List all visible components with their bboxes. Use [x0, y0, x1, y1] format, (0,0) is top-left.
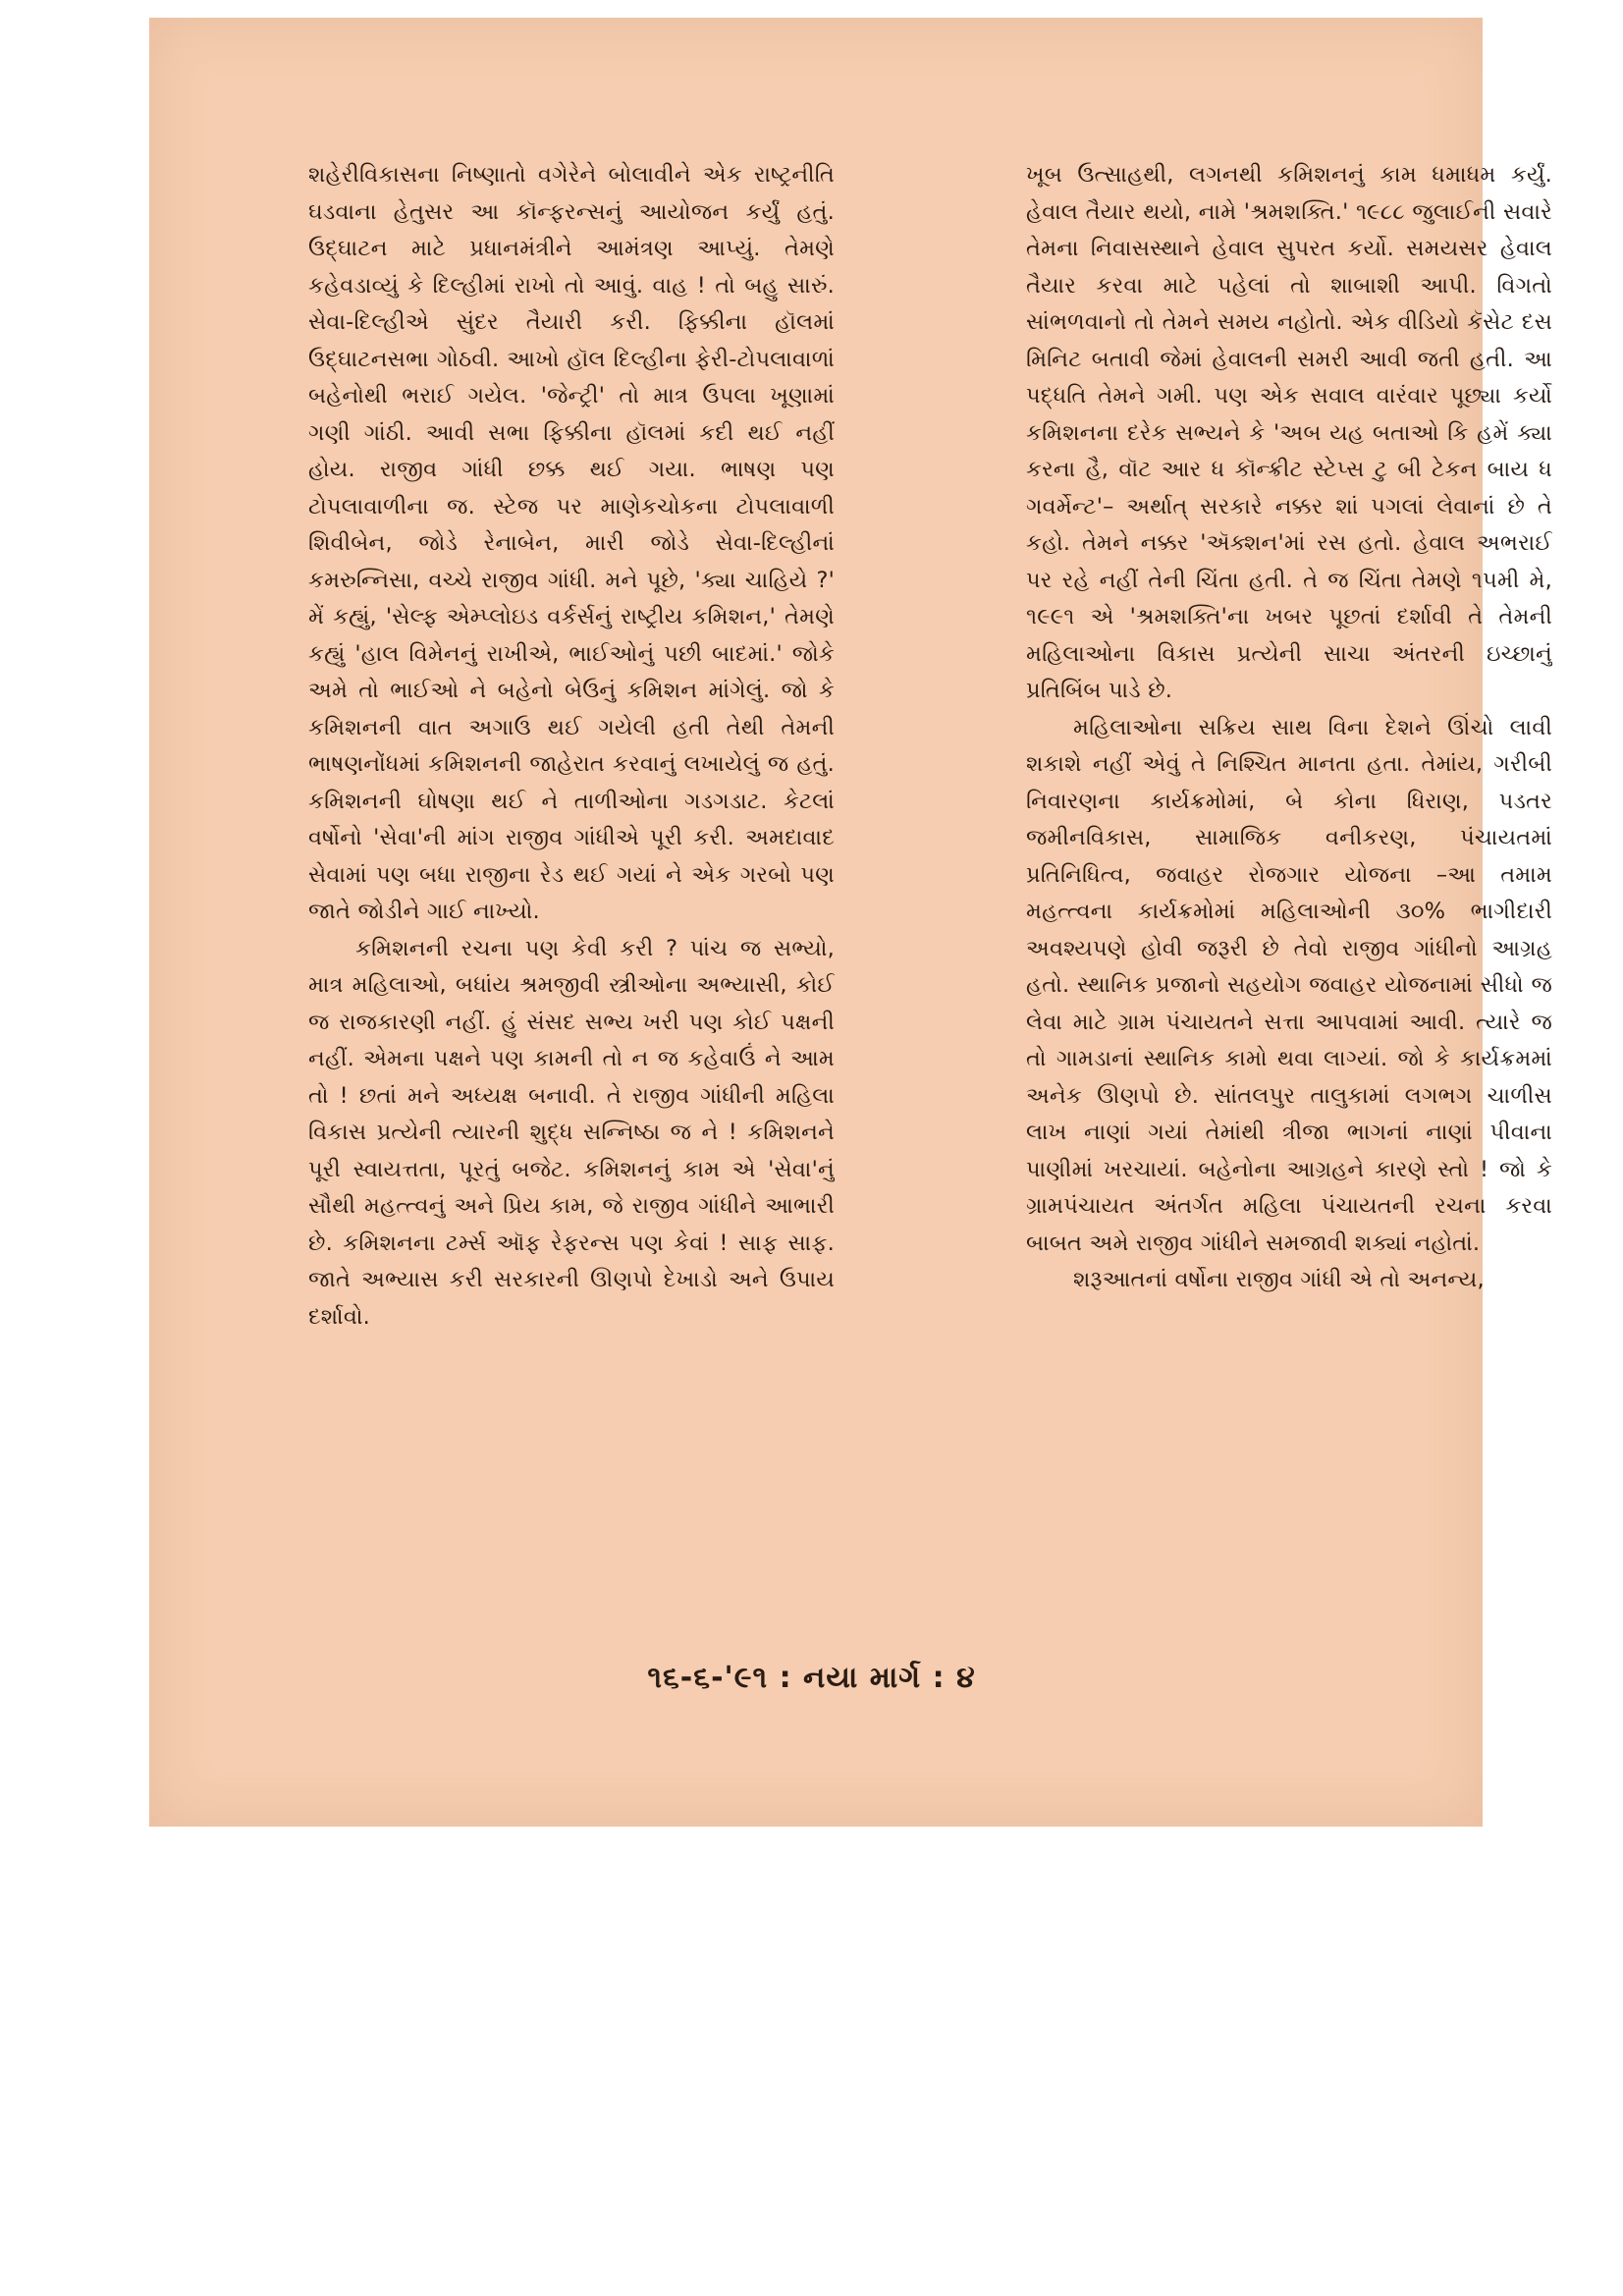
article-column-left [308, 157, 835, 1630]
page-footer: ૧૬-૬-'૯૧ : નયા માર્ગ : ૪ [647, 1661, 976, 1695]
article-paragraph: ખૂબ ઉત્સાહથી, લગનથી કમિશનનું કામ ધમાધમ કર્યું. હેવાલ તૈયાર થયો, નામે 'શ્રમશક્તિ.' ૧૯૮૮ જુલાઈની સવારે તેમના નિવાસસ્થાને હેવાલ સુપરત કર્યો. સમયસર હેવાલ તૈયાર કરવા માટે પહેલાં તો શાબાશી આપી. વિગતો સાંભળવાનો તો તેમને સમય નહોતો. એક વીડિયો કૅસેટ દસ મિનિટ બતાવી જેમાં હેવાલની સમરી આવી જતી હતી. આ પદ્ધતિ તેમને ગમી. પણ એક સવાલ વારંવાર પૂછ્યા કર્યો કમિશનના દરેક સભ્યને કે 'અબ યહ બતાઓ કિ હમેં ક્યા કરના હૈ, વૉટ આર ધ કૉન્ક્રીટ સ્ટેપ્સ ટુ બી ટેકન બાય ધ ગવર્મેન્ટ'– અર્થાત્ સરકારે નક્કર શાં પગલાં લેવાનાં છે તે કહો. તેમને નક્કર 'ઍક્શન'માં રસ હતો. હેવાલ અભરાઈ પર રહે નહીં તેની ચિંતા હતી. તે જ ચિંતા તેમણે ૧૫મી મે, ૧૯૯૧ એ 'શ્રમશક્તિ'ના ખબર પૂછતાં દર્શાવી તે તેમની મહિલાઓના વિકાસ પ્રત્યેની સાચા અંતરની ઇચ્છાનું પ્રતિબિંબ પાડે છે. [1026, 162, 1552, 703]
article-paragraph: શહેરીવિકાસના નિષ્ણાતો વગેરેને બોલાવીને એક રાષ્ટ્રનીતિ ઘડવાના હેતુસર આ કૉન્ફરન્સનું આયોજન કર્યું હતું. ઉદ્ઘાટન માટે પ્રધાનમંત્રીને આમંત્રણ આપ્યું. તેમણે કહેવડાવ્યું કે દિલ્હીમાં રાખો તો આવું. વાહ ! તો બહુ સારું. સેવા-દિલ્હીએ સુંદર તૈયારી કરી. ફિક્કીના હૉલમાં ઉદ્ઘાટનસભા ગોઠવી. આખો હૉલ દિલ્હીના ફેરી-ટોપલાવાળાં બહેનોથી ભરાઈ ગયેલ. 'જેન્ટ્રી' તો માત્ર ઉપલા ખૂણામાં ગણી ગાંઠી. આવી સભા ફિક્કીના હૉલમાં કદી થઈ નહીં હોય. રાજીવ ગાંધી છક્ક થઈ ગયા. ભાષણ પણ ટોપલાવાળીના જ. સ્ટેજ પર માણેકચોકના ટોપલાવાળી શિવીબેન, જોડે રેનાબેન, મારી જોડે સેવા-દિલ્હીનાં કમરુન્નિસા, વચ્ચે રાજીવ ગાંધી. મને પૂછે, 'ક્યા ચાહિયે ?' મેં કહ્યું, 'સેલ્ફ એમ્પ્લોઇડ વર્કર્સનું રાષ્ટ્રીય કમિશન,' તેમણે કહ્યું 'હાલ વિમેનનું રાખીએ, ભાઈઓનું પછી બાદમાં.' જોકે અમે તો ભાઈઓ ને બહેનો બેઉનું કમિશન માંગેલું. જો કે કમિશનની વાત અગાઉ થઈ ગયેલી હતી તેથી તેમની ભાષણનોંધમાં કમિશનની જાહેરાત કરવાનું લખાયેલું જ હતું. કમિશનની ઘોષણા થઈ ને તાળીઓના ગડગડાટ. કેટલાં વર્ષોનો 'સેવા'ની માંગ રાજીવ ગાંધીએ પૂરી કરી. અમદાવાદ સેવામાં પણ બધા રાજીના રેડ થઈ ગયાં ને એક ગરબો પણ જાતે જોડીને ગાઈ નાખ્યો. [308, 162, 835, 924]
article-paragraph: મહિલાઓના સક્રિય સાથ વિના દેશને ઊંચો લાવી શકાશે નહીં એવું તે નિશ્ચિત માનતા હતા. તેમાંય, ગરીબી નિવારણના કાર્યક્રમોમાં, બે કોના ધિરાણ, પડતર જમીનવિકાસ, સામાજિક વનીકરણ, પંચાયતમાં પ્રતિનિધિત્વ, જવાહર રોજગાર યોજના –આ તમામ મહત્ત્વના કાર્યક્રમોમાં મહિલાઓની ૩૦% ભાગીદારી અવશ્યપણે હોવી જરૂરી છે તેવો રાજીવ ગાંધીનો આગ્રહ હતો. સ્થાનિક પ્રજાનો સહયોગ જવાહર યોજનામાં સીધો જ લેવા માટે ગ્રામ પંચાયતને સત્તા આપવામાં આવી. ત્યારે જ તો ગામડાનાં સ્થાનિક કામો થવા લાગ્યાં. જો કે કાર્યક્રમમાં અનેક ઊણપો છે. સાંતલપુર તાલુકામાં લગભગ ચાળીસ લાખ નાણાં ગયાં તેમાંથી ત્રીજા ભાગનાં નાણાં પીવાના પાણીમાં ખરચાયાં. બહેનોના આગ્રહને કારણે સ્તો ! જો કે ગ્રામપંચાયત અંતર્ગત મહિલા પંચાયતની રચના કરવા બાબત અમે રાજીવ ગાંધીને સમજાવી શક્યાં નહોતાં. [1026, 714, 1552, 1256]
article-paragraph: કમિશનની રચના પણ કેવી કરી ? પાંચ જ સભ્યો, માત્ર મહિલાઓ, બધાંય શ્રમજીવી સ્ત્રીઓના અભ્યાસી, કોઈ જ રાજકારણી નહીં. હું સંસદ સભ્ય ખરી પણ કોઈ પક્ષની નહીં. એમના પક્ષને પણ કામની તો ન જ કહેવાઉં ને આમ તો ! છતાં મને અધ્યક્ષ બનાવી. તે રાજીવ ગાંધીની મહિલા વિકાસ પ્રત્યેની ત્યારની શુદ્ધ સન્નિષ્ઠા જ ને ! કમિશનને પૂરી સ્વાયત્તતા, પૂરતું બજેટ. કમિશનનું કામ એ 'સેવા'નું સૌથી મહત્ત્વનું અને પ્રિય કામ, જે રાજીવ ગાંધીને આભારી છે. કમિશનના ટર્મ્સ ઑફ રેફરન્સ પણ કેવાં ! સાફ સાફ. જાતે અભ્યાસ કરી સરકારની ઊણપો દેખાડો અને ઉપાય દર્શાવો. [308, 935, 835, 1330]
magazine-page [149, 18, 1552, 1827]
article-paragraph: શરૂઆતનાં વર્ષોના રાજીવ ગાંધી એ તો અનન્ય, [1073, 1267, 1485, 1292]
article-column-right [1026, 157, 1552, 1630]
